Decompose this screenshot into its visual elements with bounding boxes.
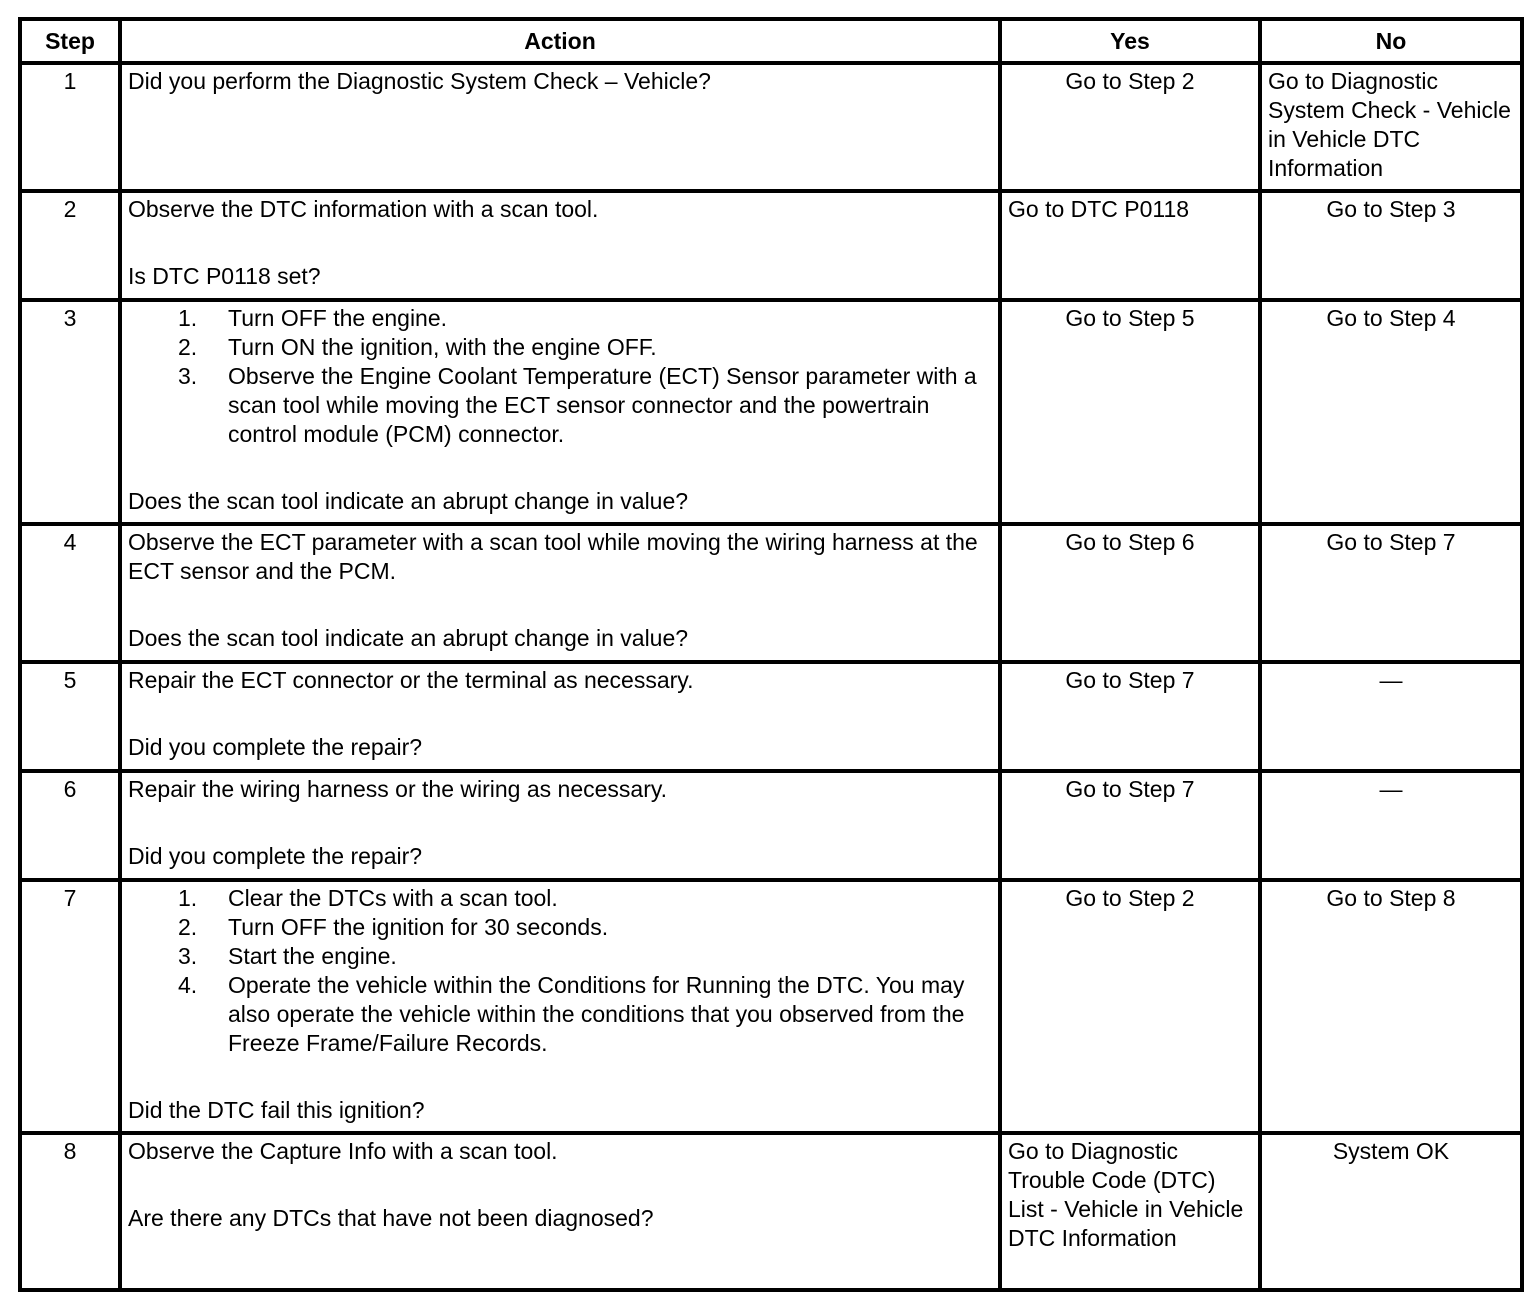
header-yes: Yes <box>1000 19 1260 63</box>
action-cell <box>120 524 1000 662</box>
action-question: Did you complete the repair? <box>128 734 423 760</box>
table-row <box>20 300 1522 524</box>
no-cell: — <box>1260 771 1522 880</box>
list-item-text: Observe the Engine Coolant Temperature (ECT) Sensor parameter with a scan tool while moving the ECT sensor connector and the powertrain control module (PCM) connector. <box>228 363 977 447</box>
no-cell: — <box>1260 662 1522 771</box>
action-cell <box>120 880 1000 1133</box>
action-cell <box>120 771 1000 880</box>
table-row <box>20 1133 1522 1290</box>
action-text: Observe the Capture Info with a scan tool. <box>128 1138 558 1164</box>
list-item-number: 1. <box>178 305 198 331</box>
action-steps-list <box>128 884 992 1058</box>
list-item-text: Operate the vehicle within the Conditions for Running the DTC. You may also operate the vehicle within the conditions that you observed from the Freeze Frame/Failure Records. <box>228 972 965 1056</box>
yes-cell: Go to Step 7 <box>1000 662 1260 771</box>
action-cell <box>120 1133 1000 1290</box>
action-text: Observe the ECT parameter with a scan tool while moving the wiring harness at the ECT sensor and the PCM. <box>128 529 978 584</box>
list-item-text: Turn ON the ignition, with the engine OFF. <box>228 334 657 360</box>
yes-cell: Go to Diagnostic Trouble Code (DTC) List - Vehicle in Vehicle DTC Information <box>1000 1133 1260 1290</box>
header-row <box>20 19 1522 63</box>
yes-cell: Go to Step 7 <box>1000 771 1260 880</box>
action-text: Did you perform the Diagnostic System Check – Vehicle? <box>128 68 711 94</box>
list-item <box>178 333 992 362</box>
step-number: 1 <box>20 63 120 191</box>
no-cell: Go to Step 3 <box>1260 191 1522 300</box>
header-action: Action <box>120 19 1000 63</box>
list-item-number: 3. <box>178 943 198 969</box>
list-item <box>178 942 992 971</box>
action-text: Observe the DTC information with a scan tool. <box>128 196 599 222</box>
list-item-number: 1. <box>178 885 198 911</box>
no-cell: Go to Step 7 <box>1260 524 1522 662</box>
table-row <box>20 771 1522 880</box>
list-item-text: Start the engine. <box>228 943 397 969</box>
step-number: 8 <box>20 1133 120 1290</box>
table-row <box>20 63 1522 191</box>
yes-cell: Go to DTC P0118 <box>1000 191 1260 300</box>
action-cell <box>120 300 1000 524</box>
action-text: Repair the ECT connector or the terminal as necessary. <box>128 667 694 693</box>
yes-cell: Go to Step 5 <box>1000 300 1260 524</box>
table-row <box>20 524 1522 662</box>
step-number: 2 <box>20 191 120 300</box>
yes-cell: Go to Step 2 <box>1000 63 1260 191</box>
step-number: 3 <box>20 300 120 524</box>
action-question: Are there any DTCs that have not been diagnosed? <box>128 1205 654 1231</box>
action-question: Did you complete the repair? <box>128 843 423 869</box>
action-question: Did the DTC fail this ignition? <box>128 1097 425 1123</box>
step-number: 7 <box>20 880 120 1133</box>
list-item <box>178 884 992 913</box>
list-item <box>178 304 992 333</box>
header-step: Step <box>20 19 120 63</box>
action-cell <box>120 662 1000 771</box>
action-question: Is DTC P0118 set? <box>128 263 321 289</box>
list-item-text: Clear the DTCs with a scan tool. <box>228 885 558 911</box>
table-row <box>20 662 1522 771</box>
table-row <box>20 880 1522 1133</box>
no-cell: Go to Step 4 <box>1260 300 1522 524</box>
table-row <box>20 191 1522 300</box>
list-item-number: 3. <box>178 363 198 389</box>
action-question: Does the scan tool indicate an abrupt change in value? <box>128 488 689 514</box>
list-item-number: 2. <box>178 334 198 360</box>
header-no: No <box>1260 19 1522 63</box>
action-question: Does the scan tool indicate an abrupt change in value? <box>128 625 689 651</box>
no-cell: System OK <box>1260 1133 1522 1290</box>
list-item-text: Turn OFF the ignition for 30 seconds. <box>228 914 609 940</box>
action-cell <box>120 63 1000 191</box>
action-text: Repair the wiring harness or the wiring as necessary. <box>128 776 668 802</box>
step-number: 5 <box>20 662 120 771</box>
list-item-number: 2. <box>178 914 198 940</box>
yes-cell: Go to Step 2 <box>1000 880 1260 1133</box>
step-number: 4 <box>20 524 120 662</box>
list-item-number: 4. <box>178 972 198 998</box>
list-item-text: Turn OFF the engine. <box>228 305 448 331</box>
yes-cell: Go to Step 6 <box>1000 524 1260 662</box>
action-steps-list <box>128 304 992 449</box>
list-item <box>178 971 992 1058</box>
step-number: 6 <box>20 771 120 880</box>
no-cell: Go to Step 8 <box>1260 880 1522 1133</box>
list-item <box>178 362 992 449</box>
no-cell: Go to Diagnostic System Check - Vehicle in Vehicle DTC Information <box>1260 63 1522 191</box>
list-item <box>178 913 992 942</box>
diagnostic-table <box>18 17 1524 1292</box>
action-cell <box>120 191 1000 300</box>
